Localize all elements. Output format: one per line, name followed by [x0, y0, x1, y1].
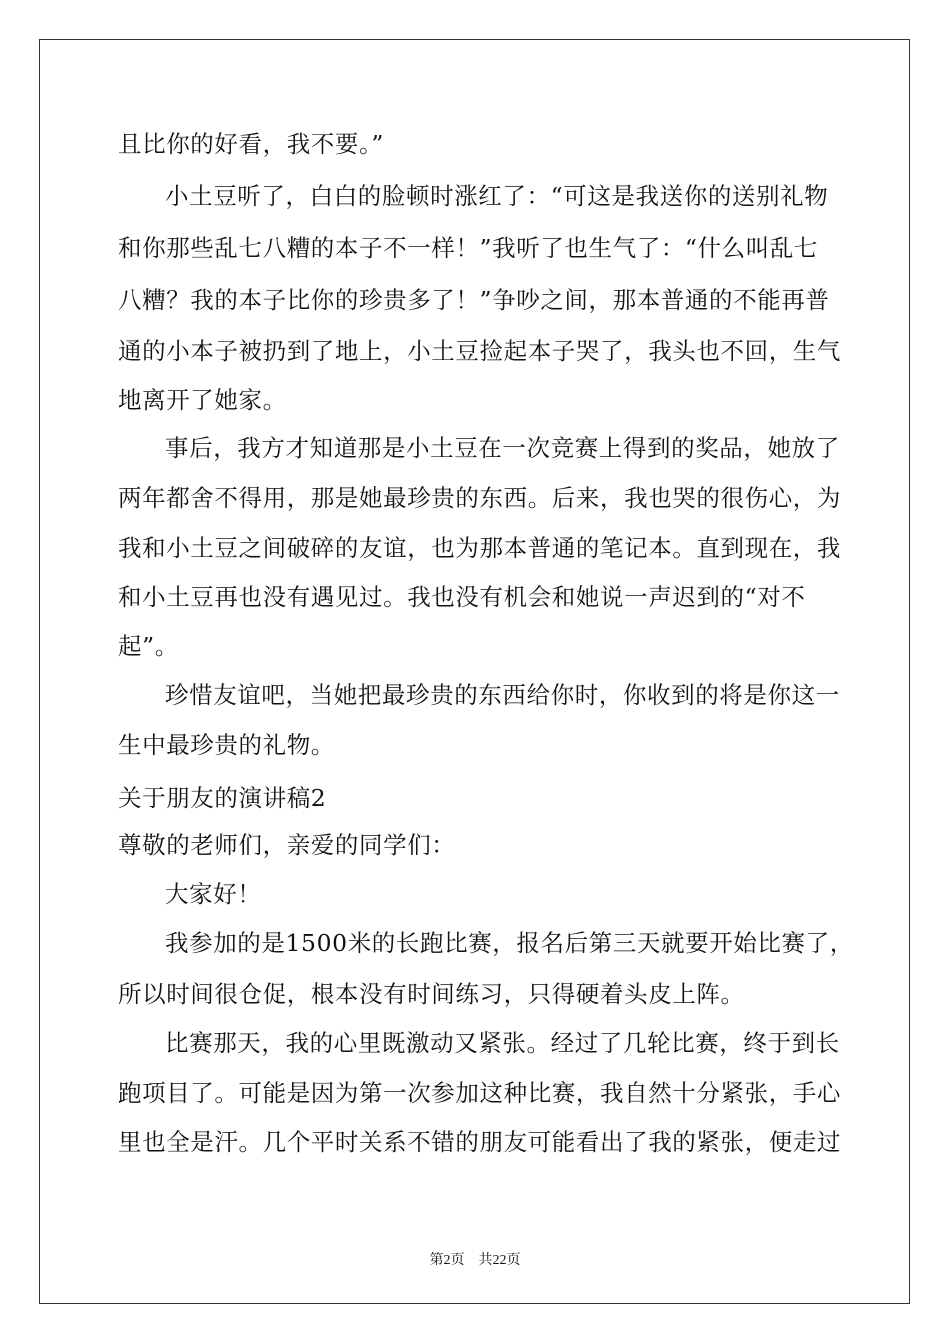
text-line: 地离开了她家。: [118, 386, 287, 414]
page-number: 第2页: [429, 1253, 465, 1268]
text-line: 和小土豆再也没有遇见过。我也没有机会和她说一声迟到的“对不: [118, 583, 806, 611]
text-line: 小土豆听了，白白的脸顿时涨红了：“可这是我送你的送别礼物: [165, 182, 829, 210]
text-line: 且比你的好看，我不要。”: [118, 130, 384, 158]
text-line: 两年都舍不得用，那是她最珍贵的东西。后来，我也哭的很伤心，为: [118, 484, 841, 512]
text-line: 比赛那天，我的心里既激动又紧张。经过了几轮比赛，终于到长: [165, 1029, 840, 1057]
text-line: 起”。: [118, 632, 179, 660]
greeting: 大家好！: [165, 880, 262, 908]
page-footer: [0, 1249, 950, 1269]
text-line: 我参加的是1500米的长跑比赛，报名后第三天就要开始比赛了，: [165, 929, 854, 957]
text-line: 里也全是汗。几个平时关系不错的朋友可能看出了我的紧张，便走过: [118, 1128, 841, 1156]
text-line: 和你那些乱七八糟的本子不一样！”我听了也生气了：“什么叫乱七: [118, 234, 819, 262]
text-line: 跑项目了。可能是因为第一次参加这种比赛，我自然十分紧张，手心: [118, 1079, 841, 1107]
text-line: 通的小本子被扔到了地上，小土豆捡起本子哭了，我头也不回，生气: [118, 337, 841, 365]
page-border: [39, 39, 910, 1304]
text-line: 珍惜友谊吧，当她把最珍贵的东西给你时，你收到的将是你这一: [165, 681, 840, 709]
section-heading: 关于朋友的演讲稿2: [118, 784, 327, 812]
salutation: 尊敬的老师们，亲爱的同学们：: [118, 831, 456, 859]
text-line: 事后，我方才知道那是小土豆在一次竞赛上得到的奖品，她放了: [165, 434, 840, 462]
page-total: 共22页: [478, 1253, 521, 1268]
text-line: 我和小土豆之间破碎的友谊，也为那本普通的笔记本。直到现在，我: [118, 534, 841, 562]
text-line: 生中最珍贵的礼物。: [118, 731, 335, 759]
text-line: 八糟？我的本子比你的珍贵多了！”争吵之间，那本普通的不能再普: [118, 286, 830, 314]
text-line: 所以时间很仓促，根本没有时间练习，只得硬着头皮上阵。: [118, 980, 745, 1008]
